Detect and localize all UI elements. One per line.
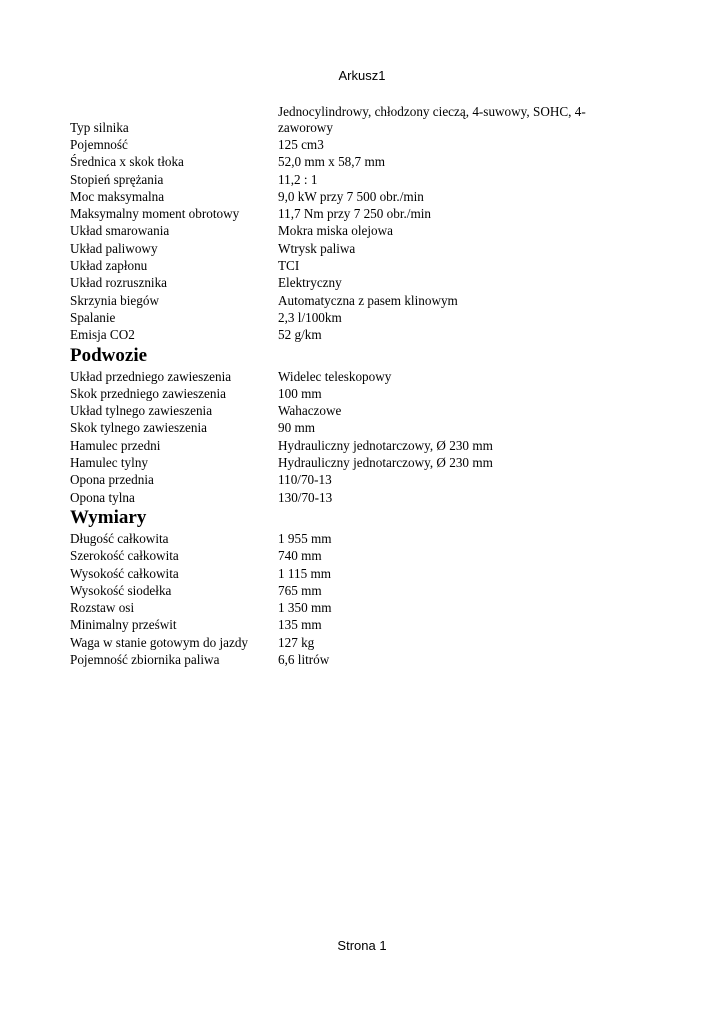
spec-label: Moc maksymalna — [70, 188, 165, 204]
spec-row — [70, 385, 630, 402]
spec-value: 100 mm — [278, 385, 322, 401]
spec-row — [70, 171, 724, 188]
spec-value: TCI — [278, 258, 300, 274]
spec-label: Hamulec tylny — [70, 455, 149, 471]
spec-row — [70, 651, 630, 668]
spec-row — [70, 240, 724, 257]
spec-row — [70, 634, 630, 651]
spec-label: Układ zapłonu — [70, 258, 148, 274]
spec-value: Elektryczny — [278, 275, 342, 291]
spec-label: Hamulec przedni — [70, 437, 161, 453]
spec-row — [70, 402, 630, 419]
engine-spec-table — [70, 104, 724, 344]
spec-label: Układ paliwowy — [70, 240, 158, 256]
spec-value: 1 955 mm — [278, 530, 332, 546]
dimensions-spec-table — [70, 530, 630, 668]
spec-row — [70, 547, 630, 564]
spec-label: Pojemność zbiornika paliwa — [70, 652, 220, 668]
spec-row — [70, 136, 724, 153]
spec-value: 1 350 mm — [278, 600, 332, 616]
spec-label: Wysokość siodełka — [70, 582, 172, 598]
spec-value: 1 115 mm — [278, 565, 331, 581]
spec-row — [70, 153, 724, 170]
spec-label: Układ przedniego zawieszenia — [70, 368, 232, 384]
spec-value: Hydrauliczny jednotarczowy, Ø 230 mm — [278, 455, 493, 471]
spec-value: Wahaczowe — [278, 403, 342, 419]
spec-label: Minimalny prześwit — [70, 617, 177, 633]
spec-row — [70, 205, 724, 222]
spec-value: Mokra miska olejowa — [278, 223, 393, 239]
spec-label: Skok przedniego zawieszenia — [70, 385, 226, 401]
spec-label: Średnica x skok tłoka — [70, 154, 184, 170]
spec-label: Typ silnika — [70, 119, 129, 135]
spec-row — [70, 222, 724, 239]
spec-label: Opona tylna — [70, 489, 135, 505]
spec-row — [70, 309, 724, 326]
spec-row — [70, 489, 630, 506]
spec-value: Wtrysk paliwa — [278, 240, 356, 256]
spec-label: Wysokość całkowita — [70, 565, 179, 581]
spec-label: Rozstaw osi — [70, 600, 135, 616]
spec-value: 52,0 mm x 58,7 mm — [278, 154, 385, 170]
chassis-spec-table — [70, 368, 630, 506]
spec-label: Emisja CO2 — [70, 327, 135, 343]
spec-value: 130/70-13 — [278, 489, 333, 505]
spec-value: 11,7 Nm przy 7 250 obr./min — [278, 206, 431, 222]
spec-row — [70, 616, 630, 633]
spec-value: 9,0 kW przy 7 500 obr./min — [278, 188, 424, 204]
spec-row — [70, 530, 630, 547]
dimensions-section-title: Wymiary — [70, 506, 147, 528]
spec-value: 2,3 l/100km — [278, 309, 342, 325]
spec-row — [70, 188, 724, 205]
page-footer: Strona 1 — [337, 938, 387, 953]
spec-label: Szerokość całkowita — [70, 548, 179, 564]
page-header: Arkusz1 — [338, 68, 386, 83]
spec-label: Stopień sprężania — [70, 171, 164, 187]
spec-row — [70, 104, 724, 136]
spec-row — [70, 326, 724, 343]
spec-row — [70, 437, 630, 454]
spec-row — [70, 471, 630, 488]
spec-label: Układ rozrusznika — [70, 275, 168, 291]
spec-value: 6,6 litrów — [278, 652, 330, 668]
spec-label: Opona przednia — [70, 472, 154, 488]
spec-value: 110/70-13 — [278, 472, 332, 488]
spec-label: Waga w stanie gotowym do jazdy — [70, 634, 249, 650]
spec-value: Hydrauliczny jednotarczowy, Ø 230 mm — [278, 437, 493, 453]
spec-value: 90 mm — [278, 420, 315, 436]
spec-row — [70, 274, 724, 291]
spec-value: 740 mm — [278, 548, 322, 564]
spec-row — [70, 419, 630, 436]
spec-value: 127 kg — [278, 634, 315, 650]
spec-value: 125 cm3 — [278, 137, 324, 152]
spec-label: Spalanie — [70, 309, 116, 325]
spec-label: Długość całkowita — [70, 530, 169, 546]
spec-label: Pojemność — [70, 137, 128, 152]
spec-label: Układ smarowania — [70, 223, 170, 239]
spec-value: Jednocylindrowy, chłodzony cieczą, 4-suwowy, SOHC, 4-zaworowy — [278, 104, 586, 135]
spec-label: Skrzynia biegów — [70, 292, 159, 308]
spec-row — [70, 257, 724, 274]
spec-row — [70, 565, 630, 582]
spec-row — [70, 582, 630, 599]
spec-label: Skok tylnego zawieszenia — [70, 420, 207, 436]
chassis-section-title: Podwozie — [70, 344, 148, 366]
spec-label: Maksymalny moment obrotowy — [70, 206, 240, 222]
spec-row — [70, 454, 630, 471]
spec-value: Automatyczna z pasem klinowym — [278, 292, 458, 308]
spec-value: 765 mm — [278, 582, 322, 598]
spec-sheet — [70, 104, 670, 668]
spec-row — [70, 292, 724, 309]
spec-value: Widelec teleskopowy — [278, 368, 392, 384]
spec-value: 52 g/km — [278, 327, 322, 343]
spec-label: Układ tylnego zawieszenia — [70, 403, 213, 419]
spec-row — [70, 599, 630, 616]
spec-value: 135 mm — [278, 617, 322, 633]
spec-row — [70, 368, 630, 385]
spec-value: 11,2 : 1 — [278, 171, 318, 187]
